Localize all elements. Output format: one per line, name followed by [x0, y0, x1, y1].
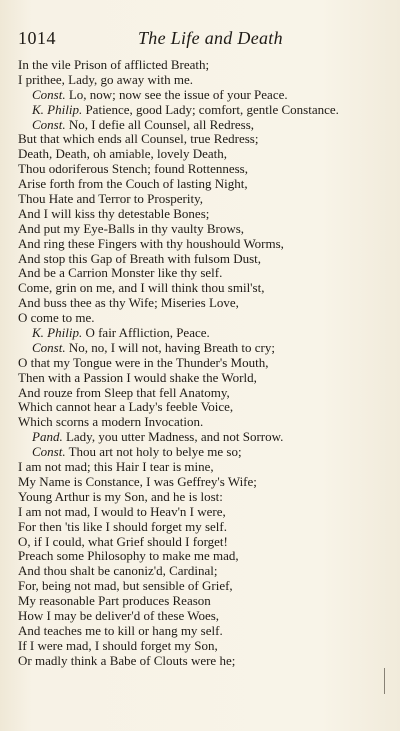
text-line: [18, 118, 390, 133]
page-number: 1014: [18, 28, 56, 48]
play-text: [18, 58, 390, 669]
line-text: And ring these Fingers with thy houshould Worms,: [18, 235, 284, 251]
line-text: But that which ends all Counsel, true Redress;: [18, 131, 259, 147]
text-line: [18, 520, 390, 535]
text-line: [18, 58, 390, 73]
speaker-name: Pand.: [32, 429, 63, 445]
speaker-name: Const.: [32, 116, 66, 132]
page-header: [18, 28, 388, 50]
line-text: And buss thee as thy Wife; Miseries Love,: [18, 295, 239, 311]
line-text: Arise forth from the Couch of lasting Night,: [18, 176, 248, 192]
text-line: [18, 326, 390, 341]
line-text: Thou Hate and Terror to Prosperity,: [18, 191, 204, 207]
speaker-name: K. Philip.: [32, 325, 83, 341]
line-text: And stop this Gap of Breath with fulsom Dust,: [18, 250, 262, 266]
text-line: [18, 88, 390, 103]
text-line: [18, 192, 390, 207]
line-text: My reasonable Part produces Reason: [18, 593, 211, 609]
text-line: [18, 490, 390, 505]
line-text: And I will kiss thy detestable Bones;: [18, 205, 210, 221]
text-line: [18, 386, 390, 401]
text-line: [18, 415, 390, 430]
line-text: I am not mad; this Hair I tear is mine,: [18, 459, 214, 475]
line-text: Lo, now; now see the issue of your Peace.: [68, 86, 288, 102]
text-line: [18, 356, 390, 371]
running-title: The Life and Death: [138, 28, 283, 48]
text-line: [18, 281, 390, 296]
line-text: Then with a Passion I would shake the World,: [18, 369, 257, 385]
text-line: [18, 639, 390, 654]
line-text: No, I defie all Counsel, all Redress,: [68, 116, 255, 132]
line-text: For then 'tis like I should forget my self.: [18, 518, 227, 534]
text-line: [18, 445, 390, 460]
text-line: [18, 132, 390, 147]
line-text: No, no, I will not, having Breath to cry;: [68, 339, 276, 355]
text-line: [18, 505, 390, 520]
line-text: O that my Tongue were in the Thunder's Mouth,: [18, 354, 269, 370]
line-text: Death, Death, oh amiable, lovely Death,: [18, 146, 228, 162]
text-line: [18, 162, 390, 177]
text-line: [18, 207, 390, 222]
text-line: [18, 341, 390, 356]
text-line: [18, 222, 390, 237]
text-line: [18, 400, 390, 415]
text-line: [18, 430, 390, 445]
text-line: [18, 579, 390, 594]
text-line: [18, 266, 390, 281]
text-line: [18, 103, 390, 118]
line-text: If I were mad, I should forget my Son,: [18, 637, 218, 653]
text-line: [18, 311, 390, 326]
text-line: [18, 535, 390, 550]
text-line: [18, 624, 390, 639]
line-text: And rouze from Sleep that fell Anatomy,: [18, 384, 230, 400]
text-line: [18, 549, 390, 564]
line-text: In the vile Prison of afflicted Breath;: [18, 57, 210, 72]
line-text: How I may be deliver'd of these Woes,: [18, 607, 220, 623]
speaker-name: Const.: [32, 444, 66, 460]
text-line: [18, 177, 390, 192]
line-text: Preach some Philosophy to make me mad,: [18, 548, 239, 564]
text-line: [18, 609, 390, 624]
line-text: And put my Eye-Balls in thy vaulty Brows,: [18, 220, 245, 236]
text-line: [18, 237, 390, 252]
line-text: For, being not mad, but sensible of Grief,: [18, 578, 233, 594]
line-text: And be a Carrion Monster like thy self.: [18, 265, 223, 281]
line-text: Thou odoriferous Stench; found Rottenness,: [18, 161, 248, 177]
line-text: And thou shalt be canoniz'd, Cardinal;: [18, 563, 218, 579]
text-line: [18, 475, 390, 490]
text-line: [18, 654, 390, 669]
line-text: Young Arthur is my Son, and he is lost:: [18, 488, 223, 504]
text-line: [18, 564, 390, 579]
text-line: [18, 73, 390, 88]
line-text: Which cannot hear a Lady's feeble Voice,: [18, 399, 234, 415]
speaker-name: Const.: [32, 86, 66, 102]
text-line: [18, 147, 390, 162]
speaker-name: Const.: [32, 339, 66, 355]
line-text: Or madly think a Babe of Clouts were he;: [18, 652, 236, 668]
line-text: Thou art not holy to belye me so;: [68, 444, 242, 460]
line-text: O fair Affliction, Peace.: [85, 325, 210, 341]
line-text: Which scorns a modern Invocation.: [18, 414, 204, 430]
margin-mark: [384, 668, 393, 694]
speaker-name: K. Philip.: [32, 101, 83, 117]
line-text: And teaches me to kill or hang my self.: [18, 622, 223, 638]
line-text: My Name is Constance, I was Geffrey's Wife;: [18, 473, 257, 489]
line-text: Come, grin on me, and I will think thou smil'st,: [18, 280, 265, 296]
text-line: [18, 296, 390, 311]
text-line: [18, 252, 390, 267]
line-text: Lady, you utter Madness, and not Sorrow.: [65, 429, 284, 445]
line-text: O come to me.: [18, 310, 95, 326]
line-text: I am not mad, I would to Heav'n I were,: [18, 503, 226, 519]
line-text: O, if I could, what Grief should I forget!: [18, 533, 228, 549]
line-text: I prithee, Lady, go away with me.: [18, 71, 193, 87]
text-line: [18, 371, 390, 386]
text-line: [18, 460, 390, 475]
text-line: [18, 594, 390, 609]
line-text: Patience, good Lady; comfort, gentle Constance.: [85, 101, 339, 117]
